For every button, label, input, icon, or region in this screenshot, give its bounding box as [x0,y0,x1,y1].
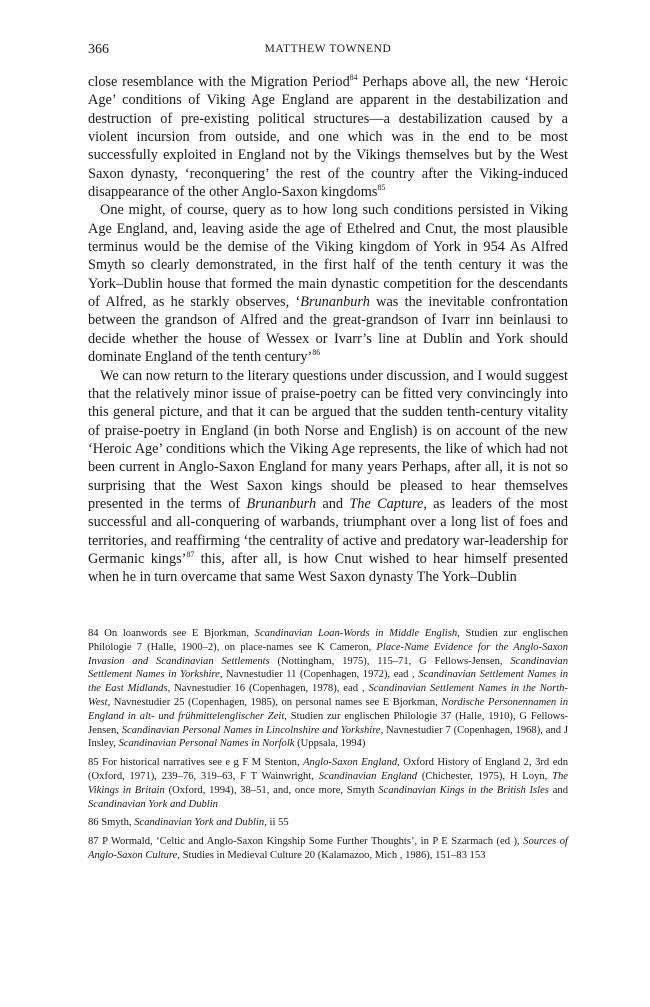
page-number: 366 [88,42,109,57]
running-head: MATTHEW TOWNEND [264,43,392,55]
footnote-86: 86 Smyth, Scandinavian York and Dublin, ii 55 [88,817,289,829]
page-header [88,42,568,60]
footnote-ref-85: 85 [377,183,386,193]
footnotes [88,627,568,868]
footnote-85: 85 For historical narratives see e g F M Stenton, Anglo-Saxon England, Oxford History of England 2, 3rd edn (Oxford, 1971), 239–76, 319–63, F T Wainwright, Scandinavian England (Chichester, 1975), H Loyn, The Vikings in Britain (Oxford, 1994), 38–51, and, once more, Smyth Scandinavian Kings in the British Isles and Scandinavian York and Dublin [88,757,569,810]
footnote-87: 87 P Wormald, ‘Celtic and Anglo-Saxon Kingship Some Further Thoughts’, in P E Szarmach (ed ), Sources of Anglo-Saxon Culture, Studies in Medieval Culture 20 (Kalamazoo, Mich , 1986), 151–83 153 [88,836,568,861]
paragraph-2: One might, of course, query as to how long such conditions persisted in Viking Age England, and, leaving aside the age of Ethelred and Cnut, the most plausible terminus would be the demise of the Viking kingdom of York in 954 As Alfred Smyth so clearly demonstrated, in the first half of the tenth century it was the York–Dublin house that formed the main dynastic competition for the descendants of Alfred, as he starkly observes, ‘Brunanburh was the inevitable confrontation between the grandson of Alfred and the great-grandson of Ivarr inn beinlausi to decide whether the house of Wessex or Ivarr’s line at Dublin and York should dominate England of the tenth century’$^{86}$ [88,202,568,366]
footnote-ref-87: 87 [186,550,195,560]
footnote-ref-86: 86 [312,348,321,358]
footnote-84: 84 On loanwords see E Bjorkman, Scandinavian Loan-Words in Middle English, Studien zur englischen Philologie 7 (Halle, 1900–2), on place-names see K Cameron, Place-Name Evidence for the Anglo-Saxon Invasion and Scandinavian Settlements (Nottingham, 1975), 115–71, G Fellows-Jensen, Scandinavian Settlement Names in Yorkshire, Navnestudier 11 (Copenhagen, 1972), ead , Scandinavian Settlement Names in the East Midlands, Navnestudier 16 (Copenhagen, 1978), ead , Scandinavian Settlement Names in the North-West, Navnestudier 25 (Copenhagen, 1985), on personal names see E Bjorkman, Nordische Personennamen in England in alt- und frühmittelenglischer Zeit, Studien zur englischen Philologie 37 (Halle, 1910), G Fellows-Jensen, Scandinavian Personal Names in Lincolnshire and Yorkshire, Navnestudier 7 (Copenhagen, 1968), and J Insley, Scandinavian Personal Names in Norfolk (Uppsala, 1994) [88,628,569,750]
paragraph-1: close resemblance with the Migration Period$^{84}$ Perhaps above all, the new ‘Heroic Age’ conditions of Viking Age England are apparent in the destabilization and destruction of pre-existing political structures—a destabilization caused by a violent incursion from outside, and one which was in the end to be most successfully exploited in England not by the Vikings themselves but by the West Saxon dynasty, ‘reconquering’ the rest of the country after the Viking-induced disappearance of the other Anglo-Saxon kingdoms$^{85}$ [88,73,568,201]
footnote-ref-84: 84 [349,73,358,83]
main-text [88,73,568,587]
paragraph-3: We can now return to the literary questions under discussion, and I would suggest that the relatively minor issue of praise-poetry can be fitted very convincingly into this general picture, and that it can be argued that the sudden tenth-century vitality of praise-poetry in England (in both Norse and English) is on account of the new ‘Heroic Age’ conditions which the Viking Age represents, the like of which had not been current in Anglo-Saxon England for many years Perhaps, after all, it is not so surprising that the West Saxon kings should be pleased to hear themselves presented in the terms of Brunanburh and The Capture, as leaders of the most successful and all-conquering of warbands, triumphant over a long list of foes and territories, and reaffirming ‘the centrality of active and predatory war-leadership for Germanic kings’$^{87}$ this, after all, is how Cnut wished to hear himself presented when he in turn overcame that same West Saxon dynasty The York–Dublin [88,367,568,586]
